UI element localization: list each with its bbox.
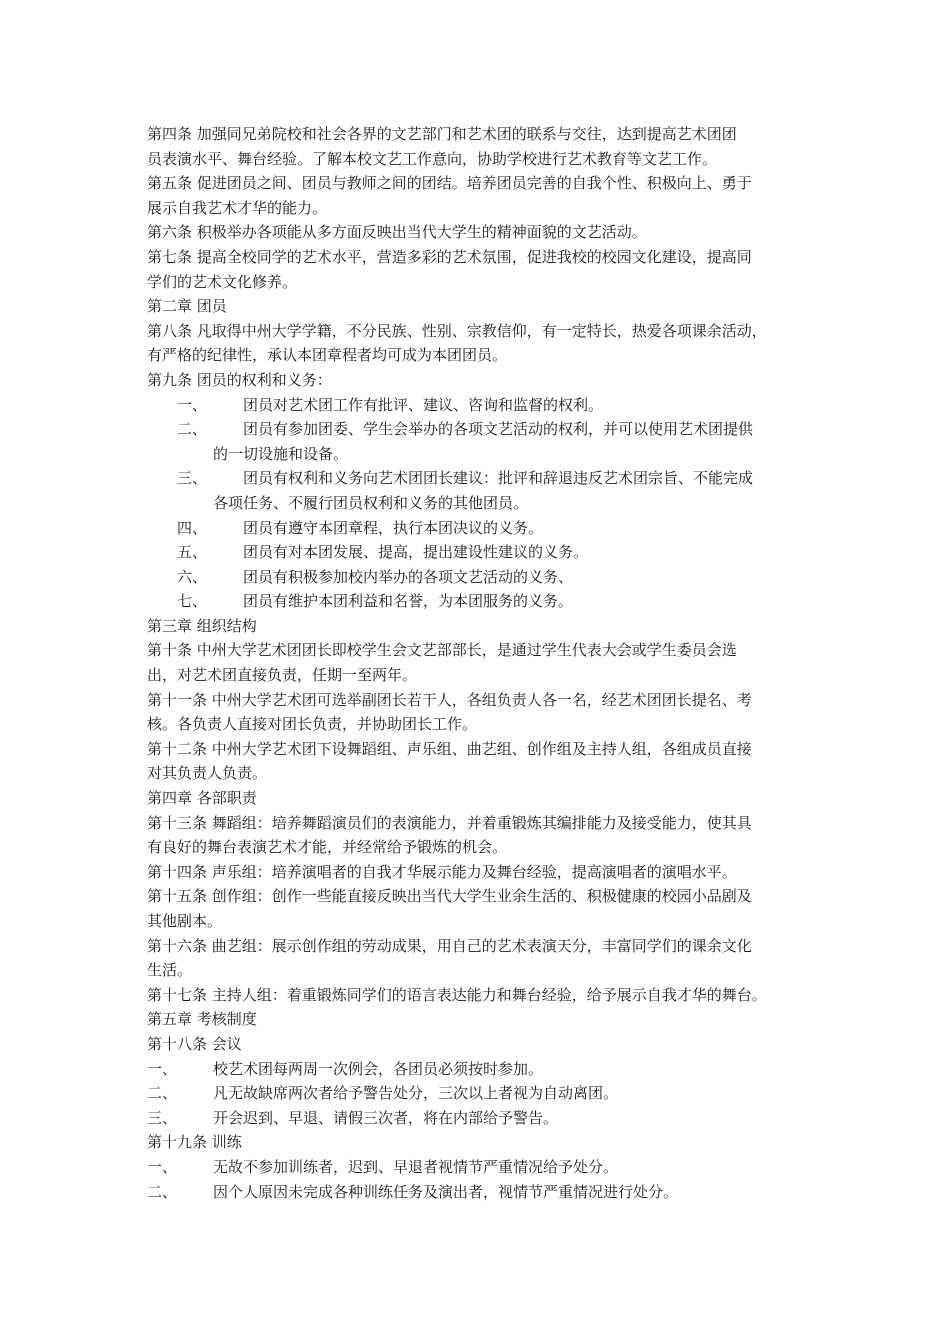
paragraph	[147, 614, 890, 639]
paragraph	[147, 368, 890, 393]
list-number: 七、	[177, 592, 208, 611]
text-line: 员表演水平、舞台经验。了解本校文艺工作意向，协助学校进行艺术教育等文艺工作。	[147, 149, 718, 168]
list-line	[147, 1155, 890, 1180]
list-text: 团员有维护本团利益和名誉，为本团服务的义务。	[243, 592, 574, 611]
list-text: 凡无故缺席两次者给予警告处分，三次以上者视为自动离团。	[213, 1084, 619, 1103]
list-line	[177, 565, 890, 590]
list-text: 团员对艺术团工作有批评、建议、咨询和监督的权利。	[243, 395, 604, 414]
list-item	[147, 565, 890, 590]
paragraph	[147, 1032, 890, 1057]
paragraph	[147, 983, 890, 1008]
text-line: 第十四条 声乐组：培养演唱者的自我才华展示能力及舞台经验，提高演唱者的演唱水平。	[147, 862, 737, 881]
paragraph	[147, 1130, 890, 1155]
text-line: 有严格的纪律性，承认本团章程者均可成为本团团员。	[147, 346, 508, 365]
list-number: 四、	[177, 518, 208, 537]
list-number: 六、	[177, 567, 208, 586]
text-line: 对其负责人负责。	[147, 764, 268, 783]
paragraph	[147, 737, 890, 786]
list-line	[147, 1057, 890, 1082]
list-item	[147, 393, 890, 418]
list-item	[147, 589, 890, 614]
paragraph	[147, 811, 890, 860]
list-line	[177, 466, 890, 491]
paragraph	[147, 934, 890, 983]
list-line	[147, 1081, 890, 1106]
list-number: 二、	[177, 420, 208, 439]
text-line: 第十七条 主持人组：着重锻炼同学们的语言表达能力和舞台经验，给予展示自我才华的舞台。	[147, 985, 767, 1004]
text-line: 第九条 团员的权利和义务：	[147, 370, 332, 389]
list-text: 无故不参加训练者，迟到、早退者视情节严重情况给予处分。	[213, 1157, 619, 1176]
text-line: 第十九条 训练	[147, 1133, 242, 1152]
list-number: 一、	[147, 1059, 178, 1078]
text-line: 展示自我艺术才华的能力。	[147, 198, 328, 217]
list-text: 团员有参加团委、学生会举办的各项文艺活动的权利，并可以使用艺术团提供	[243, 420, 754, 439]
list-number: 二、	[147, 1182, 178, 1201]
text-line: 第十一条 中州大学艺术团可选举副团长若干人，各组负责人各一名，经艺术团团长提名、考	[147, 690, 752, 709]
list-number: 二、	[147, 1084, 178, 1103]
text-line: 第八条 凡取得中州大学学籍，不分民族、性别、宗教信仰，有一定特长，热爱各项课余活动，	[147, 321, 767, 340]
list-item	[147, 466, 890, 515]
text-line: 第二章 团员	[147, 297, 227, 316]
list-line	[147, 1180, 890, 1205]
paragraph	[147, 220, 890, 245]
list-number: 五、	[177, 543, 208, 562]
text-line: 生活。	[147, 961, 193, 980]
list-item	[147, 1057, 890, 1082]
text-line: 第十二条 中州大学艺术团下设舞蹈组、声乐组、曲艺组、创作组及主持人组，各组成员直接	[147, 739, 752, 758]
list-number: 三、	[177, 469, 208, 488]
paragraph	[147, 884, 890, 933]
list-line	[147, 1106, 890, 1131]
paragraph	[147, 319, 890, 368]
paragraph	[147, 1007, 890, 1032]
list-item	[147, 1106, 890, 1131]
text-line: 第十六条 曲艺组：展示创作组的劳动成果，用自己的艺术表演天分，丰富同学们的课余文化	[147, 936, 752, 955]
list-text: 团员有对本团发展、提高，提出建设性建议的义务。	[243, 543, 589, 562]
text-line: 第十八条 会议	[147, 1034, 242, 1053]
list-text: 因个人原因未完成各种训练任务及演出者，视情节严重情况进行处分。	[213, 1182, 679, 1201]
list-number: 三、	[147, 1108, 178, 1127]
paragraph	[147, 638, 890, 687]
text-line: 出，对艺术团直接负责，任期一至两年。	[147, 666, 418, 685]
paragraph	[147, 860, 890, 885]
text-line: 有良好的舞台表演艺术才能，并经常给予锻炼的机会。	[147, 838, 508, 857]
list-line	[177, 393, 890, 418]
text-line: 第四章 各部职责	[147, 789, 257, 808]
list-item	[147, 1155, 890, 1180]
list-item	[147, 540, 890, 565]
text-line: 第十三条 舞蹈组：培养舞蹈演员们的表演能力，并着重锻炼其编排能力及接受能力，使其具	[147, 813, 752, 832]
list-continuation: 各项任务、不履行团员权利和义务的其他团员。	[213, 493, 529, 512]
list-text: 团员有积极参加校内举办的各项文艺活动的义务、	[243, 567, 574, 586]
text-line: 第七条 提高全校同学的艺术水平，营造多彩的艺术氛围，促进我校的校园文化建设，提高同	[147, 247, 752, 266]
paragraph	[147, 688, 890, 737]
text-line: 第五章 考核制度	[147, 1010, 257, 1029]
list-text: 开会迟到、早退、请假三次者，将在内部给予警告。	[213, 1108, 559, 1127]
list-line	[177, 417, 890, 442]
text-line: 学们的艺术文化修养。	[147, 272, 298, 291]
list-text: 校艺术团每两周一次例会，各团员必须按时参加。	[213, 1059, 544, 1078]
text-line: 第六条 积极举办各项能从多方面反映出当代大学生的精神面貌的文艺活动。	[147, 223, 647, 242]
text-line: 第十条 中州大学艺术团团长即校学生会文艺部部长，是通过学生代表大会或学生委员会选	[147, 641, 737, 660]
paragraph	[147, 245, 890, 294]
text-line: 第三章 组织结构	[147, 616, 257, 635]
paragraph	[147, 122, 890, 171]
list-line	[177, 540, 890, 565]
list-item	[147, 1081, 890, 1106]
list-line	[177, 516, 890, 541]
list-item	[147, 417, 890, 466]
list-line	[177, 589, 890, 614]
text-line: 第十五条 创作组：创作一些能直接反映出当代大学生业余生活的、积极健康的校园小品剧及	[147, 887, 752, 906]
text-line: 第四条 加强同兄弟院校和社会各界的文艺部门和艺术团的联系与交往，达到提高艺术团团	[147, 125, 737, 143]
list-item	[147, 1180, 890, 1205]
text-line: 其他剧本。	[147, 912, 223, 930]
text-line: 核。各负责人直接对团长负责，并协助团长工作。	[147, 715, 478, 734]
list-continuation: 的一切设施和设备。	[213, 444, 349, 463]
text-line: 第五条 促进团员之间、团员与教师之间的团结。培养团员完善的自我个性、积极向上、勇于	[147, 174, 752, 193]
list-number: 一、	[147, 1157, 178, 1176]
list-text: 团员有权利和义务向艺术团团长建议：批评和辞退违反艺术团宗旨、不能完成	[243, 469, 754, 488]
paragraph	[147, 171, 890, 220]
list-number: 一、	[177, 395, 208, 414]
document-body	[147, 122, 890, 1204]
list-text: 团员有遵守本团章程，执行本团决议的义务。	[243, 518, 544, 537]
paragraph	[147, 294, 890, 319]
list-item	[147, 516, 890, 541]
paragraph	[147, 786, 890, 811]
